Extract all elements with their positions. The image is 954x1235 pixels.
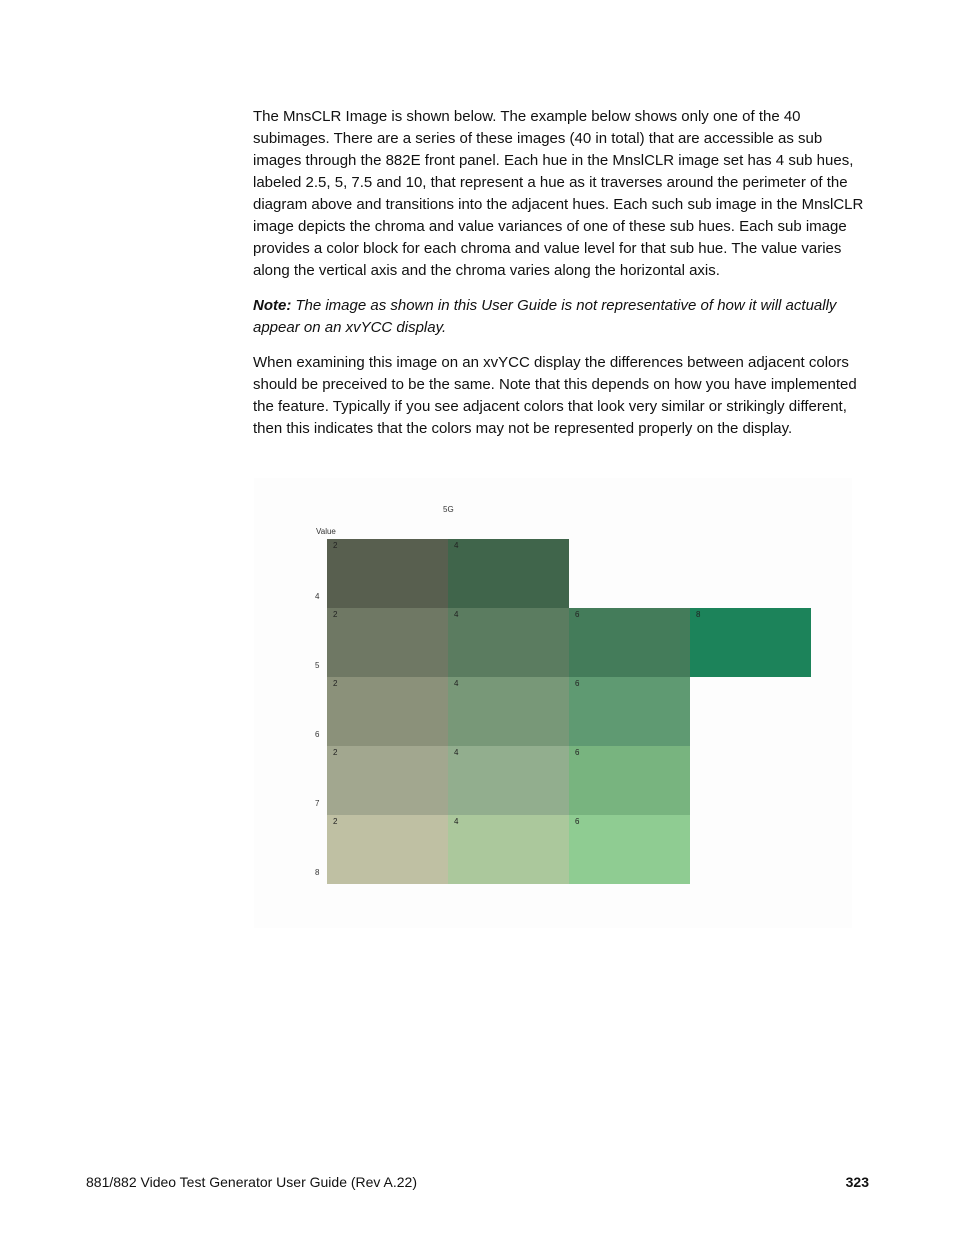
color-block xyxy=(448,815,569,884)
color-block xyxy=(448,677,569,746)
chroma-label: 8 xyxy=(696,610,701,619)
chroma-label: 2 xyxy=(333,679,338,688)
value-axis-label: Value xyxy=(316,527,336,536)
chroma-label: 6 xyxy=(575,748,580,757)
color-block xyxy=(327,677,448,746)
chroma-label: 2 xyxy=(333,817,338,826)
chroma-label: 2 xyxy=(333,610,338,619)
value-tick-label: 6 xyxy=(315,730,320,739)
chroma-label: 2 xyxy=(333,541,338,550)
color-block xyxy=(327,539,448,608)
footer-title: 881/882 Video Test Generator User Guide (Rev A.22) xyxy=(86,1174,418,1190)
color-block xyxy=(569,608,690,677)
color-block xyxy=(569,746,690,815)
note-paragraph xyxy=(253,295,871,339)
chroma-label: 4 xyxy=(454,541,459,550)
hue-label: 5G xyxy=(443,505,454,514)
color-block xyxy=(327,746,448,815)
chroma-label: 4 xyxy=(454,679,459,688)
value-tick-label: 7 xyxy=(315,799,320,808)
chroma-label: 4 xyxy=(454,610,459,619)
color-block xyxy=(327,815,448,884)
color-block xyxy=(327,608,448,677)
chroma-label: 4 xyxy=(454,748,459,757)
color-block xyxy=(690,608,811,677)
chroma-label: 6 xyxy=(575,817,580,826)
value-tick-label: 4 xyxy=(315,592,320,601)
note-text: The image as shown in this User Guide is not representative of how it will actually appear on an xvYCC display. xyxy=(253,297,837,336)
chroma-label: 4 xyxy=(454,817,459,826)
color-block xyxy=(448,539,569,608)
body-paragraph-2: When examining this image on an xvYCC display the differences between adjacent colors should be preceived to be the same. Note that this depends on how you have implemented the feature. Typically if you see adjacent colors that look very similar or strikingly different, then this indicates that the colors may not be represented properly on the display. xyxy=(253,354,857,437)
color-block xyxy=(448,746,569,815)
note-label: Note: xyxy=(253,297,292,314)
value-tick-label: 5 xyxy=(315,661,320,670)
body-paragraph-1: The MnsCLR Image is shown below. The example below shows only one of the 40 subimages. There are a series of these images (40 in total) that are accessible as sub images through the 882E front panel. Each hue in the MnslCLR image set has 4 sub hues, labeled 2.5, 5, 7.5 and 10, that represent a hue as it traverses around the perimeter of the diagram above and transitions into the adjacent hues. Each such sub image in the MnslCLR image depicts the chroma and value variances of one of these sub hues. Each sub image provides a color block for each chroma and value level for that sub hue. The value varies along the vertical axis and the chroma varies along the horizontal axis. xyxy=(253,108,864,279)
color-block xyxy=(569,815,690,884)
chroma-label: 6 xyxy=(575,679,580,688)
page-number: 323 xyxy=(845,1174,869,1190)
color-block xyxy=(448,608,569,677)
chroma-label: 2 xyxy=(333,748,338,757)
value-tick-label: 8 xyxy=(315,868,320,877)
color-block xyxy=(569,677,690,746)
munsell-color-figure xyxy=(254,478,852,928)
chroma-label: 6 xyxy=(575,610,580,619)
